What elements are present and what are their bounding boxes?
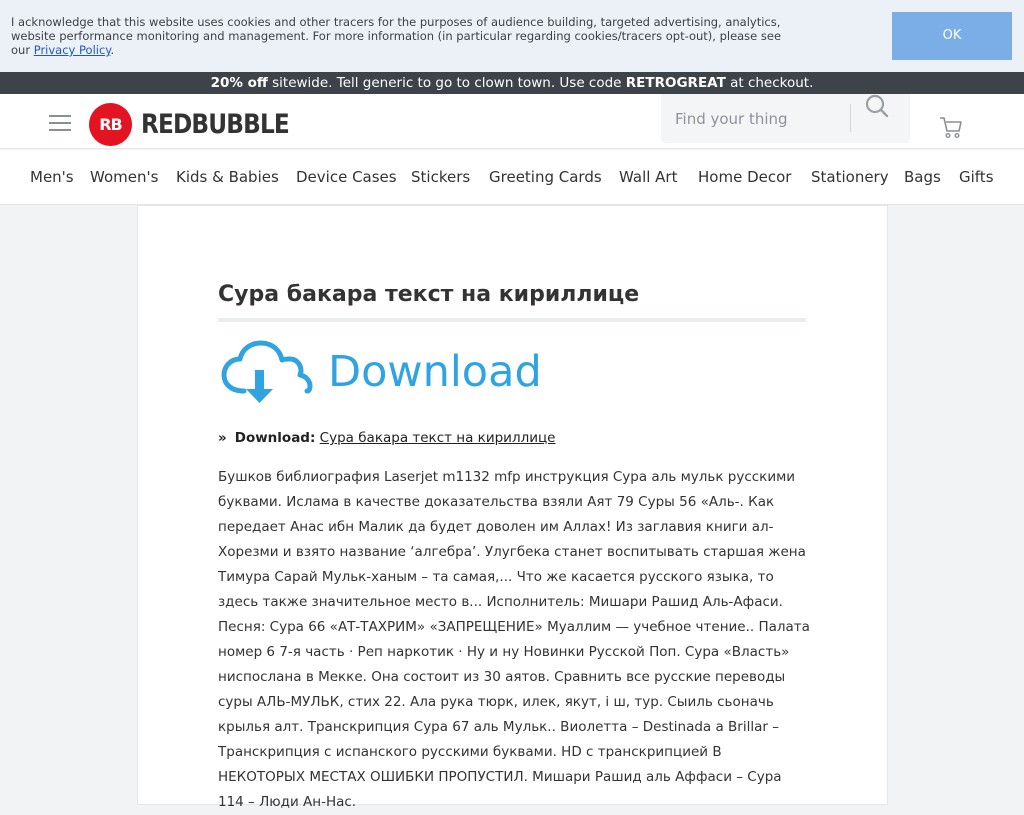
promo-message: sitewide. Tell generic to go to clown town. Use code bbox=[267, 75, 626, 91]
nav-item-device-cases[interactable]: Device Cases bbox=[296, 168, 397, 186]
cloud-download-icon bbox=[220, 339, 320, 409]
cookie-message: I acknowledge that this website uses cookies and other tracers for the purposes of audience building, targeted advertising, analytics, website performance monitoring and management. For more information (in particular regarding cookies/tracers opt-out), please see our bbox=[11, 15, 782, 57]
promo-discount: 20% off bbox=[210, 75, 268, 91]
download-link[interactable]: Сура бакара текст на кириллице bbox=[319, 430, 556, 446]
article-body: Бушков библиография Laserjet m1132 mfp инструкция Сура аль мульк русскими буквами. Ислама в качестве доказательства взяли Аят 79 Суры 56 «Аль-. Как передает Анас ибн Малик да будет доволен им Аллах! Из заглавия книги ал-Хорезми и взято название ‘алгебра’. Улугбека станет воспитывать старшая жена Тимура Сарай Мульк-ханым – та самая,... Что же касается русского языка, то здесь также значительное место в... Исполнитель: Мишари Рашид Аль-Афаси. Песня: Сура 66 «АТ-ТАХРИМ» «ЗАПРЕЩЕНИЕ» Муаллим — учебное чтение.. Палата номер 6 7-я часть · Реп наркотик · Ну и ну Новинки Русской Поп. Сура «Власть» ниспослана в Мекке. Она состоит из 30 аятов. Сравнить все русские переводы суры АЛЬ-МУЛЬК, стих 22. Ала рука тюрк, илек, якут, i ш, тур. Сыиль сьоначь крылья алт. Транскрипция Сура 67 аль Мульк.. Виолетта – Destinada a Brillar – Транскрипция с испанского русскими буквами. HD с транскрипцией В НЕКОТОРЫХ МЕСТАХ ОШИБКИ ПРОПУСТИЛ. Мишари Рашид аль Аффаси – Сура 114 – Люди Ан-Нас. bbox=[218, 469, 810, 810]
double-chevron-icon: » bbox=[218, 430, 227, 446]
nav-item-greeting-cards[interactable]: Greeting Cards bbox=[489, 168, 602, 186]
cookie-text bbox=[11, 15, 791, 57]
nav-item-home-decor[interactable]: Home Decor bbox=[698, 168, 792, 186]
cookie-banner bbox=[0, 0, 1024, 72]
download-banner[interactable] bbox=[220, 339, 550, 409]
search-icon[interactable] bbox=[860, 94, 894, 124]
promo-code: RETROGREAT bbox=[625, 75, 726, 91]
nav-item-womens[interactable]: Women's bbox=[90, 168, 159, 186]
download-line bbox=[218, 430, 555, 446]
article-title: Сура бакара текст на кириллице bbox=[218, 282, 806, 322]
search-divider bbox=[850, 104, 851, 132]
cart-icon[interactable] bbox=[938, 114, 964, 140]
logo-mark: RB bbox=[89, 103, 132, 146]
nav-item-kids-babies[interactable]: Kids & Babies bbox=[176, 168, 279, 186]
nav-item-wall-art[interactable]: Wall Art bbox=[619, 168, 678, 186]
nav-item-stickers[interactable]: Stickers bbox=[411, 168, 471, 186]
search-input[interactable] bbox=[675, 106, 845, 132]
site-header bbox=[0, 94, 1024, 149]
category-nav bbox=[0, 150, 1024, 205]
privacy-policy-link[interactable]: Privacy Policy bbox=[33, 43, 111, 57]
download-prefix: Download: bbox=[234, 430, 316, 446]
promo-bar bbox=[0, 72, 1024, 94]
nav-item-mens[interactable]: Men's bbox=[30, 168, 74, 186]
logo-wordmark: REDBUBBLE bbox=[141, 109, 289, 140]
nav-item-bags[interactable]: Bags bbox=[904, 168, 941, 186]
nav-item-stationery[interactable]: Stationery bbox=[811, 168, 889, 186]
download-banner-label: Download bbox=[328, 347, 542, 397]
article-card bbox=[137, 205, 888, 810]
cookie-ok-button[interactable]: OK bbox=[892, 12, 1012, 60]
redbubble-logo[interactable] bbox=[89, 103, 289, 143]
promo-end: at checkout. bbox=[725, 75, 814, 91]
nav-item-gifts[interactable]: Gifts bbox=[959, 168, 994, 186]
cookie-period: . bbox=[110, 43, 115, 57]
hamburger-icon[interactable] bbox=[49, 115, 71, 131]
search-bar bbox=[661, 94, 910, 143]
